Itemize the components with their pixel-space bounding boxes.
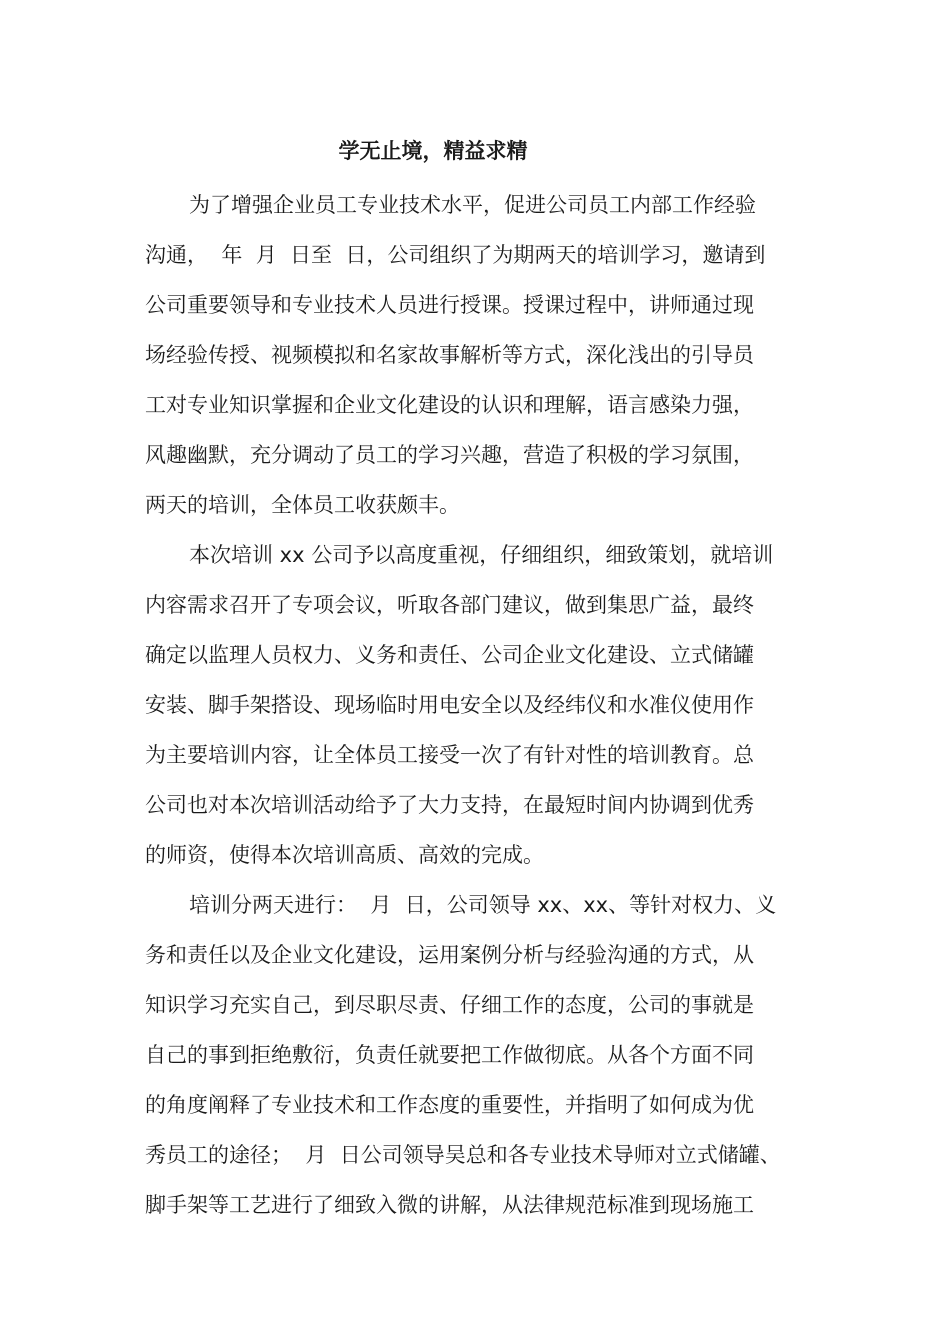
paragraph-1-line-2: 沟通， 年 月 日至 日，公司组织了为期两天的培训学习，邀请到 [145,243,766,267]
paragraph-2-line-6: 公司也对本次培训活动给予了大力支持，在最短时间内协调到优秀 [145,793,754,817]
paragraph-1-line-7: 两天的培训，全体员工收获颇丰。 [145,493,460,517]
paragraph-1-line-5: 工对专业知识掌握和企业文化建设的认识和理解，语言感染力强， [145,393,754,417]
paragraph-3-line-3: 知识学习充实自己，到尽职尽责、仔细工作的态度，公司的事就是 [145,993,754,1017]
document-title: 学无止境，精益求精 [338,139,528,163]
paragraph-1-line-3: 公司重要领导和专业技术人员进行授课。授课过程中，讲师通过现 [145,293,754,317]
paragraph-3-line-6: 秀员工的途径； 月 日公司领导吴总和各专业技术导师对立式储罐、 [145,1143,781,1167]
paragraph-2-line-2: 内容需求召开了专项会议，听取各部门建议，做到集思广益，最终 [145,593,754,617]
paragraph-1-line-4: 场经验传授、视频模拟和名家故事解析等方式，深化浅出的引导员 [145,343,754,367]
paragraph-1-line-1: 为了增强企业员工专业技术水平，促进公司员工内部工作经验 [189,193,756,217]
paragraph-2-line-3: 确定以监理人员权力、义务和责任、公司企业文化建设、立式储罐 [145,643,754,667]
document-body [145,180,815,1230]
paragraph-2-line-5: 为主要培训内容，让全体员工接受一次了有针对性的培训教育。总 [145,743,754,767]
paragraph-3-line-4: 自己的事到拒绝敷衍，负责任就要把工作做彻底。从各个方面不同 [145,1043,754,1067]
paragraph-3-line-7: 脚手架等工艺进行了细致入微的讲解，从法律规范标准到现场施工 [145,1193,754,1217]
paragraph-3-line-5: 的角度阐释了专业技术和工作态度的重要性，并指明了如何成为优 [145,1093,754,1117]
paragraph-2-line-1: 本次培训 xx 公司予以高度重视，仔细组织，细致策划，就培训 [189,543,774,567]
paragraph-3-line-2: 务和责任以及企业文化建设，运用案例分析与经验沟通的方式，从 [145,943,754,967]
paragraph-2-line-4: 安装、脚手架搭设、现场临时用电安全以及经纬仪和水准仪使用作 [145,693,754,717]
paragraph-2-line-7: 的师资，使得本次培训高质、高效的完成。 [145,843,544,867]
paragraph-1-line-6: 风趣幽默，充分调动了员工的学习兴趣，营造了积极的学习氛围， [145,443,754,467]
paragraph-3-line-1: 培训分两天进行： 月 日，公司领导 xx、xx、等针对权力、义 [189,893,777,917]
